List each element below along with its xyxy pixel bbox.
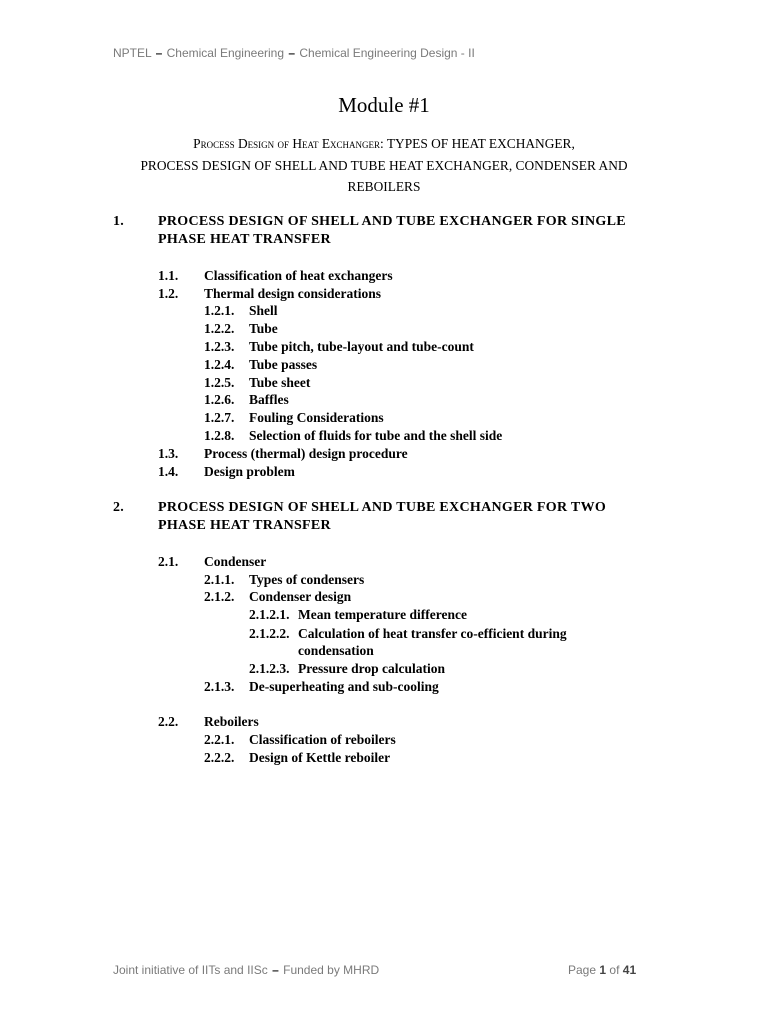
toc-text: condensation [298, 643, 374, 658]
toc-number: 1.2. [158, 286, 179, 301]
page-number [568, 963, 636, 977]
subtitle-line-2: PROCESS DESIGN OF SHELL AND TUBE HEAT EXCHANGER, CONDENSER AND [140, 157, 628, 173]
toc-text: Design problem [204, 464, 295, 479]
toc-text: PROCESS DESIGN OF SHELL AND TUBE EXCHANGER FOR SINGLE [158, 214, 626, 229]
toc-number: 1.2.2. [204, 321, 235, 336]
toc-number: 1.2.8. [204, 428, 235, 443]
toc-text: Tube pitch, tube-layout and tube-count [249, 339, 474, 354]
toc-number: 1.1. [158, 268, 179, 283]
toc-number: 1.2.7. [204, 410, 235, 425]
toc-number: 2.1.2. [204, 589, 235, 604]
toc-number: 2.1.1. [204, 572, 235, 587]
toc-number: 1.2.4. [204, 357, 235, 372]
header-org: NPTEL [113, 46, 152, 60]
toc-number: 1.2.5. [204, 375, 235, 390]
toc-number: 1.2.1. [204, 303, 235, 318]
toc-text: Reboilers [204, 714, 259, 729]
toc-text: Process (thermal) design procedure [204, 446, 408, 461]
toc-text: Thermal design considerations [204, 286, 382, 301]
header-dept: Chemical Engineering [166, 46, 285, 60]
toc-text: Condenser design [249, 589, 352, 604]
toc-text: De-superheating and sub-cooling [249, 679, 439, 694]
toc-text: Shell [249, 303, 278, 318]
of-word: of [609, 963, 620, 977]
toc-text: Condenser [204, 554, 267, 569]
toc-text: Calculation of heat transfer co-efficient during [298, 626, 567, 641]
subtitle-rest: : TYPES OF HEAT EXCHANGER, [380, 136, 575, 151]
toc-text: Tube passes [249, 357, 318, 372]
module-title: Module #1 [338, 93, 430, 117]
toc-number: 2.1.2.2. [249, 626, 290, 641]
header-course: Chemical Engineering Design - II [299, 46, 475, 60]
toc-text: Types of condensers [249, 572, 365, 587]
toc-text: Design of Kettle reboiler [249, 750, 391, 765]
toc-number: 1. [113, 214, 125, 229]
toc-number: 2.2. [158, 714, 179, 729]
toc-text: Pressure drop calculation [298, 661, 446, 676]
toc-number: 2.1. [158, 554, 179, 569]
toc-text: PHASE HEAT TRANSFER [158, 232, 331, 247]
footer-initiative: Joint initiative of IITs and IISc [113, 963, 268, 977]
toc-text: PHASE HEAT TRANSFER [158, 518, 331, 533]
toc-text: Mean temperature difference [298, 607, 467, 622]
current-page: 1 [599, 963, 607, 977]
toc-text: Tube sheet [249, 375, 311, 390]
toc-number: 2.2.1. [204, 732, 235, 747]
toc-number: 2.2.2. [204, 750, 235, 765]
toc-number: 2. [113, 500, 125, 515]
footer-credit [113, 963, 379, 977]
toc-text: Tube [249, 321, 278, 336]
toc-number: 1.2.6. [204, 392, 235, 407]
toc-text: PROCESS DESIGN OF SHELL AND TUBE EXCHANGER FOR TWO [158, 500, 607, 515]
toc-number: 1.3. [158, 446, 179, 461]
footer-separator: – [272, 963, 279, 977]
header-separator: – [288, 46, 296, 60]
toc-text: Classification of heat exchangers [204, 268, 393, 283]
subtitle-lead: Process Design of Heat Exchanger [193, 136, 381, 151]
toc-text: Fouling Considerations [249, 410, 384, 425]
total-pages: 41 [622, 963, 637, 977]
toc-number: 1.2.3. [204, 339, 235, 354]
toc-number: 2.1.2.1. [249, 607, 290, 622]
page-word: Page [568, 963, 597, 977]
toc-text: Selection of fluids for tube and the shell side [249, 428, 503, 443]
subtitle-line-3: REBOILERS [347, 179, 421, 194]
toc-text: Classification of reboilers [249, 732, 396, 747]
footer-funding: Funded by MHRD [283, 963, 380, 977]
toc-text: Baffles [249, 392, 289, 407]
toc-number: 2.1.2.3. [249, 661, 290, 676]
toc-number: 1.4. [158, 464, 179, 479]
header-separator: – [155, 46, 163, 60]
toc-number: 2.1.3. [204, 679, 235, 694]
